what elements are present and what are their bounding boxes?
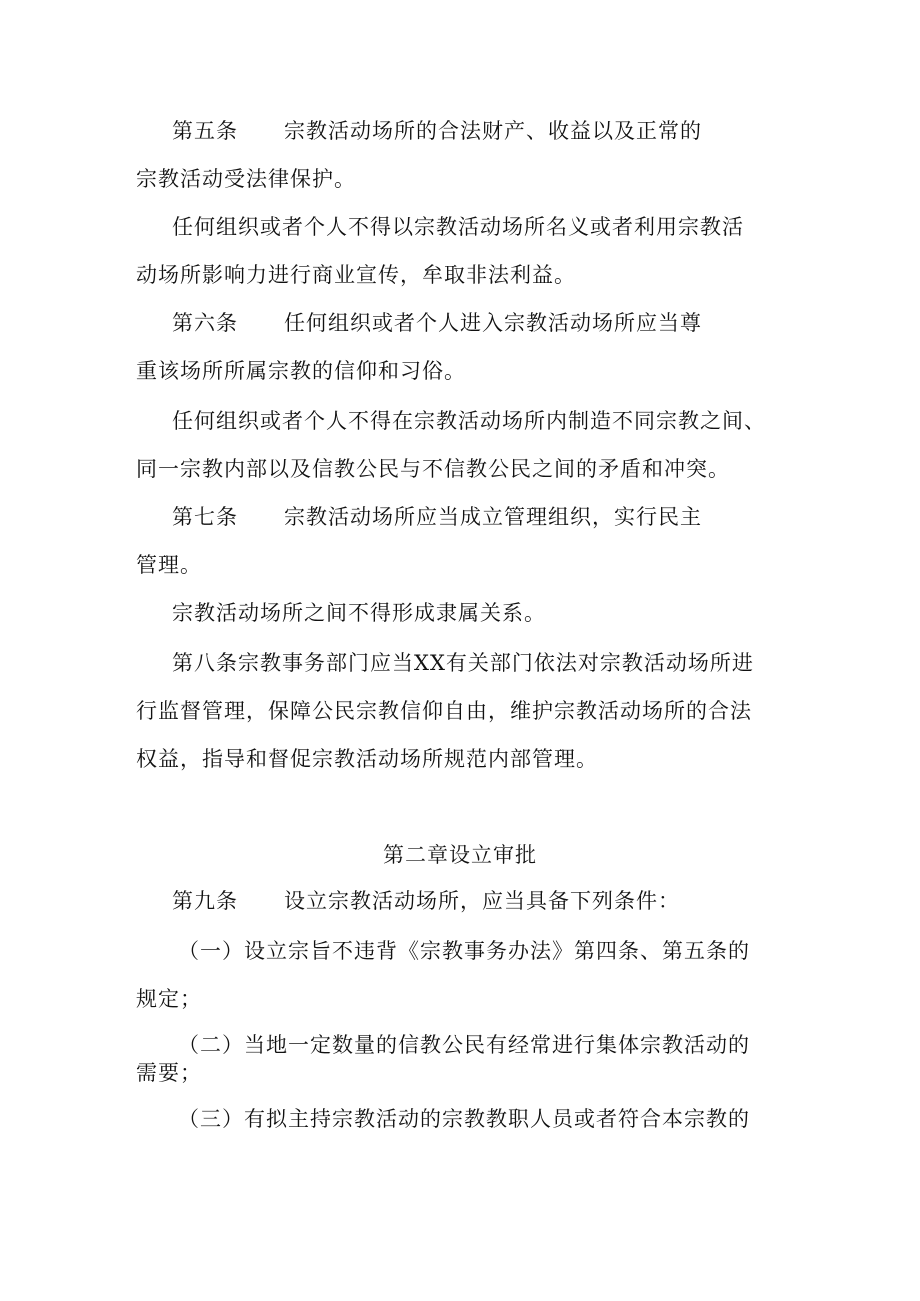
article-9-item1-line2: 规定； — [136, 987, 202, 1011]
article-6-text-line2: 重该场所所属宗教的信仰和习俗。 — [136, 359, 466, 383]
article-6-heading-line — [172, 308, 702, 338]
article-9-item1-line1: （一）设立宗旨不违背《宗教事务办法》第四条、第五条的 — [178, 939, 750, 963]
article-5-label: 第五条 — [172, 119, 238, 143]
article-8-line3: 权益，指导和督促宗教活动场所规范内部管理。 — [136, 747, 598, 771]
article-9-heading-line — [172, 886, 680, 916]
article-9-item3-line1: （三）有拟主持宗教活动的宗教教职人员或者符合本宗教的 — [178, 1107, 750, 1131]
article-7-label: 第七条 — [172, 505, 238, 529]
article-9-item2-line2: 需要； — [136, 1061, 202, 1085]
chapter-2-title: 第二章设立审批 — [383, 843, 537, 867]
article-9-label: 第九条 — [172, 889, 238, 913]
article-5-para2-line1: 任何组织或者个人不得以宗教活动场所名义或者利用宗教活 — [172, 215, 744, 239]
article-8-line1: 第八条宗教事务部门应当XX有关部门依法对宗教活动场所进 — [172, 651, 754, 675]
article-7-text-line1: 宗教活动场所应当成立管理组织，实行民主 — [284, 505, 702, 529]
article-6-para2-line2: 同一宗教内部以及信教公民与不信教公民之间的矛盾和冲突。 — [136, 457, 730, 481]
article-5-text-line2: 宗教活动受法律保护。 — [136, 167, 356, 191]
article-9-text-line1: 设立宗教活动场所，应当具备下列条件： — [284, 889, 680, 913]
article-8-line2: 行监督管理，保障公民宗教信仰自由，维护宗教活动场所的合法 — [136, 699, 752, 723]
article-7-para2-line1: 宗教活动场所之间不得形成隶属关系。 — [172, 601, 546, 625]
article-5-para2-line2: 动场所影响力进行商业宣传，牟取非法利益。 — [136, 263, 576, 287]
article-6-text-line1: 任何组织或者个人进入宗教活动场所应当尊 — [284, 311, 702, 335]
article-5-heading-line — [172, 116, 702, 146]
article-6-label: 第六条 — [172, 311, 238, 335]
article-7-text-line2: 管理。 — [136, 553, 202, 577]
article-9-item2-line1: （二）当地一定数量的信教公民有经常进行集体宗教活动的 — [178, 1033, 750, 1057]
article-5-text-line1: 宗教活动场所的合法财产、收益以及正常的 — [284, 119, 702, 143]
article-6-para2-line1: 任何组织或者个人不得在宗教活动场所内制造不同宗教之间、 — [172, 409, 766, 433]
article-7-heading-line — [172, 502, 702, 532]
